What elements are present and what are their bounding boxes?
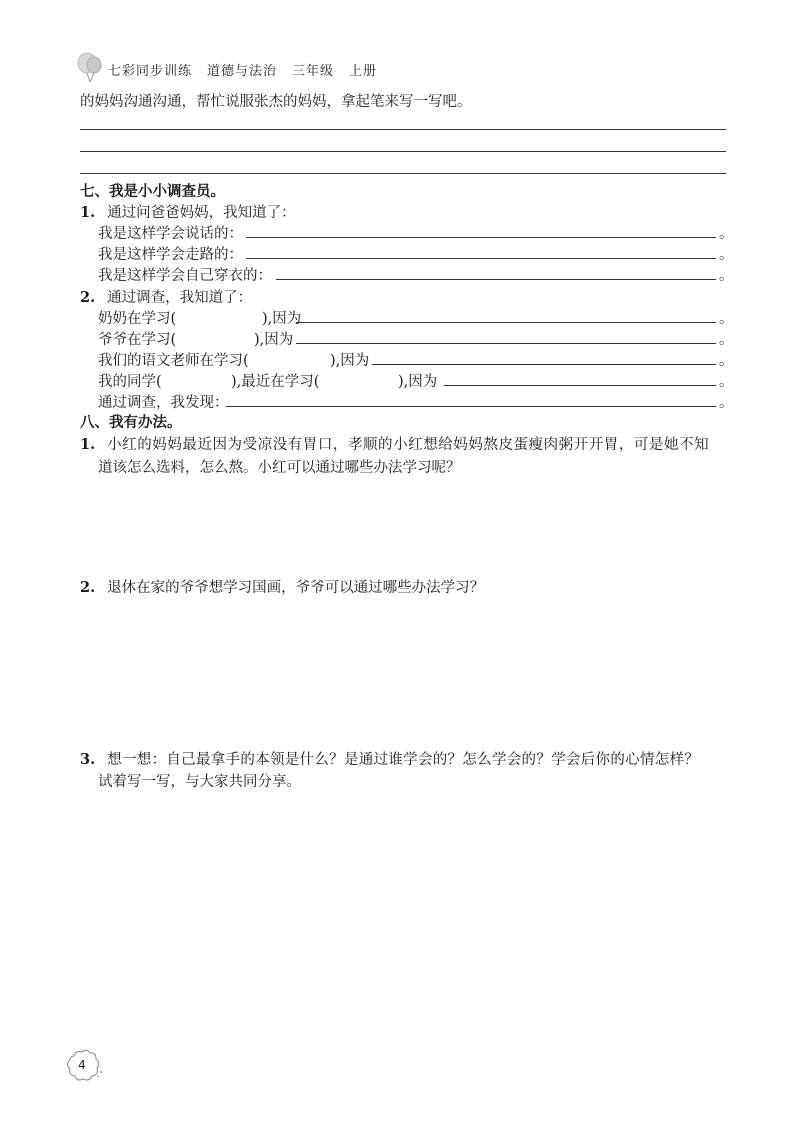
s7-q1	[80, 203, 296, 223]
s8-q3-line1	[80, 750, 699, 770]
s7-q2-grandma-a: 奶奶在学习(	[98, 311, 177, 327]
s8-q3-answer-area[interactable]	[80, 805, 726, 1025]
s7-q1-blank-dress[interactable]	[276, 279, 716, 280]
s8-q1-line2: 道该怎么选料，怎么熬。小红可以通过哪些办法学习呢？	[98, 460, 461, 476]
s7-q2-teacher-a: 我们的语文老师在学习(	[98, 353, 249, 369]
s8-q2-answer-area[interactable]	[80, 610, 726, 740]
period: 。	[719, 374, 734, 390]
s7-q2-grandpa-a: 爷爷在学习(	[98, 332, 177, 348]
period: 。	[719, 311, 734, 327]
s8-q1-number: 1.	[80, 436, 96, 453]
s8-q2-number: 2.	[80, 579, 96, 596]
header-volume: 上册	[349, 63, 378, 79]
balloon-logo-icon	[76, 52, 102, 84]
s7-q1-number: 1.	[80, 204, 96, 221]
s7-q2-blank-teacher[interactable]	[372, 364, 716, 365]
s8-q2-line1	[80, 578, 484, 598]
period: 。	[719, 395, 734, 411]
period: 。	[719, 247, 734, 263]
s7-q1-blank-walk[interactable]	[246, 258, 716, 259]
s7-q2-classmate-b: ),最近在学习(	[231, 374, 320, 390]
s8-q3-number: 3.	[80, 751, 96, 768]
period: 。	[719, 353, 734, 369]
header-subject: 道德与法治	[207, 63, 278, 79]
s8-q3-line2: 试着写一写，与大家共同分享。	[98, 774, 301, 790]
s7-q2-grandma-b: ),因为	[262, 311, 302, 327]
s7-q1-blank-speak[interactable]	[246, 237, 716, 238]
s7-q2-found: 通过调查，我发现：	[98, 395, 229, 411]
section-7-title: 七、我是小小调查员。	[80, 183, 225, 200]
s7-q2-prompt: 通过调查，我知道了：	[107, 290, 253, 306]
period: 。	[719, 226, 734, 242]
s7-q2-blank-grandpa[interactable]	[296, 343, 716, 344]
s7-q2	[80, 288, 252, 308]
answer-rule-3	[80, 173, 726, 174]
s7-q2-grandpa-b: ),因为	[254, 332, 294, 348]
s7-q2-blank-found[interactable]	[226, 406, 716, 407]
answer-rule-2	[80, 151, 726, 152]
s7-q1-prompt: 通过问爸爸妈妈，我知道了：	[107, 205, 296, 221]
s7-q1-line-walk: 我是这样学会走路的：	[98, 247, 243, 263]
s7-q2-classmate-a: 我的同学(	[98, 374, 162, 390]
header-series: 七彩同步训练	[108, 63, 193, 79]
s8-q3-text1: 想一想：自己最拿手的本领是什么？是通过谁学会的？怎么学会的？学会后你的心情怎样？	[107, 752, 700, 768]
period: 。	[719, 332, 734, 348]
s7-q2-classmate-c: ),因为	[398, 374, 438, 390]
answer-rule-1	[80, 129, 726, 130]
section-8-title: 八、我有办法。	[80, 414, 182, 431]
s8-q1-answer-area[interactable]	[80, 490, 726, 570]
s7-q2-blank-grandma[interactable]	[296, 322, 716, 323]
period: 。	[719, 268, 734, 284]
s7-q2-number: 2.	[80, 289, 96, 306]
s8-q1-line1	[80, 435, 709, 455]
s7-q1-line-dress: 我是这样学会自己穿衣的：	[98, 268, 272, 284]
running-header	[108, 58, 392, 80]
s8-q2-text1: 退休在家的爷爷想学习国画，爷爷可以通过哪些办法学习？	[107, 580, 485, 596]
s7-q2-teacher-b: ),因为	[330, 353, 370, 369]
page-number: 4	[78, 1058, 86, 1072]
s7-q1-line-speak: 我是这样学会说话的：	[98, 226, 243, 242]
s7-q2-blank-classmate[interactable]	[444, 385, 716, 386]
header-grade: 三年级	[292, 63, 335, 79]
intro-continuation: 的妈妈沟通沟通，帮忙说服张杰的妈妈，拿起笔来写一写吧。	[80, 94, 472, 110]
s8-q1-text1: 小红的妈妈最近因为受凉没有胃口，孝顺的小红想给妈妈熬皮蛋瘦肉粥开开胃，可是她不知	[107, 437, 710, 453]
page-number-badge	[64, 1048, 104, 1084]
